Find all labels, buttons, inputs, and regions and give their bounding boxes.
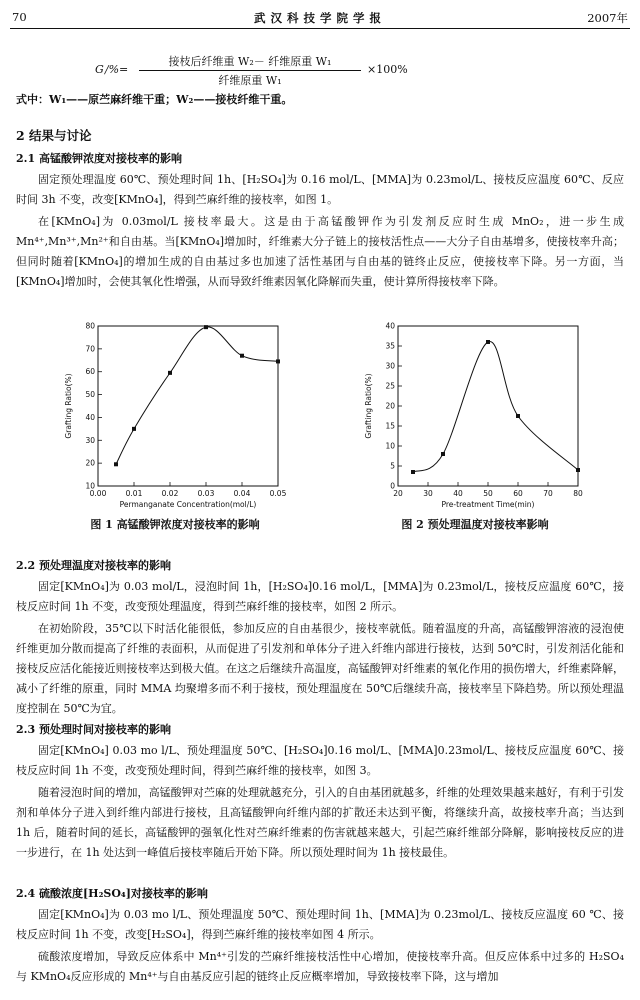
data-point xyxy=(240,354,244,358)
data-point xyxy=(204,325,208,329)
publication-year: 2007年 xyxy=(587,11,628,25)
section-2-2-para-1: 固定[KMnO₄]为 0.03 mol/L，浸泡时间 1h，[H₂SO₄]0.16 mol/L，[MMA]为 0.23mol/L，接枝反应温度 60℃，接枝反应时间 1h 不变，改变预处理温度，得到苎麻纤维的接枝率，如图 2 所示。 xyxy=(16,580,624,613)
y-tick-label: 20 xyxy=(385,401,395,411)
data-point xyxy=(516,414,520,418)
y-tick-label: 25 xyxy=(385,381,395,391)
plot-frame xyxy=(398,326,578,486)
x-tick-label: 0.03 xyxy=(197,489,215,498)
fit-curve xyxy=(116,327,278,464)
formula-lhs: G /%= xyxy=(95,63,129,76)
y-tick-label: 10 xyxy=(85,481,95,491)
data-point xyxy=(276,359,280,363)
formula-tail: ×100% xyxy=(367,63,408,76)
plot-frame xyxy=(98,326,278,486)
x-axis-label: Pre-treatment Time(min) xyxy=(441,500,535,509)
formula-note: 式中：W₁——原苎麻纤维干重；W₂——接枝纤维干重。 xyxy=(16,93,293,106)
data-point xyxy=(576,468,580,472)
x-tick-label: 0.02 xyxy=(161,489,179,498)
data-point xyxy=(411,470,415,474)
y-tick-label: 40 xyxy=(385,321,395,331)
formula-fraction xyxy=(139,53,361,88)
x-tick-label: 50 xyxy=(483,489,493,498)
section-2-2-para-2: 在初始阶段，35℃以下时活化能很低，参加反应的自由基很少，接枝率就低。随着温度的升高，高锰酸钾溶液的浸泡使纤维更加分散而提高了纤维的表面积，从而促进了引发剂和单体分子进入纤维内部进行接枝，达到 50℃时，引发剂活化能和接枝反应活化能接近则接枝率达到极大值。在这之后继续升高温度，高锰酸钾对纤维素的氧化作用的损伤增大，纤维素降解，减小了纤维的原重，同时 MMA 均聚增多而不利于接枝，预处理温度在 50℃后继续升高，接枝率呈下降趋势。所以预处理温度控制在 50℃为宜。 xyxy=(16,622,624,715)
y-tick-label: 50 xyxy=(85,390,95,400)
section-2-3-para-2: 随着浸泡时间的增加，高锰酸钾对苎麻的处理就越充分，引入的自由基团就越多，纤维的处理效果越来越好，有利于引发剂和单体分子进入到纤维内部进行接枝，且高锰酸钾向纤维内部的扩散还未达到平衡，将继续升高，故接枝率升高；当达到 1h 后，随着时间的延长，高锰酸钾的强氧化性对苎麻纤维素的伤害就越来越大，引起苎麻纤维部分降解，影响接枝反应的进一步进行，在 1h 处达到一峰值后接枝率随后开始下降。所以预处理时间为 1h 接枝最佳。 xyxy=(16,786,624,859)
y-tick-label: 80 xyxy=(85,321,95,331)
x-tick-label: 70 xyxy=(543,489,553,498)
page-number: 70 xyxy=(12,10,27,24)
figure-1-caption: 图 1 高锰酸钾浓度对接枝率的影响 xyxy=(90,518,260,531)
section-2-title: 2 结果与讨论 xyxy=(16,128,92,143)
y-tick-label: 15 xyxy=(385,421,395,431)
data-point xyxy=(168,371,172,375)
figure-1-chart xyxy=(60,318,290,514)
x-tick-label: 20 xyxy=(393,489,403,498)
section-2-4-para-2: 硫酸浓度增加，导致反应体系中 Mn⁴⁺引发的苎麻纤维接枝活性中心增加，使接枝率升高。但反应体系中过多的 H₂SO₄与 KMnO₄反应形成的 Mn⁴⁺与自由基反应引起的链终止反应概率增加，导致接枝率下降，这与增加 xyxy=(16,950,624,983)
y-tick-label: 10 xyxy=(385,441,395,451)
formula-numerator: 接枝后纤维重 W₂－ 纤维原重 W₁ xyxy=(139,53,361,71)
x-tick-label: 60 xyxy=(513,489,523,498)
y-tick-label: 30 xyxy=(385,361,395,371)
x-tick-label: 40 xyxy=(453,489,463,498)
y-tick-label: 60 xyxy=(85,367,95,377)
x-tick-label: 0.05 xyxy=(269,489,287,498)
section-2-1-title: 2.1 高锰酸钾浓度对接枝率的影响 xyxy=(16,152,182,165)
y-tick-label: 5 xyxy=(390,461,395,471)
formula-denominator: 纤维原重 W₁ xyxy=(218,74,282,87)
y-tick-label: 30 xyxy=(85,435,95,445)
section-2-3-title: 2.3 预处理时间对接枝率的影响 xyxy=(16,723,171,736)
section-2-1-para-2: 在[KMnO₄]为 0.03mol/L 接枝率最大。这是由于高锰酸钾作为引发剂反应时生成 MnO₂，进一步生成 Mn⁴⁺,Mn³⁺,Mn²⁺和自由基。当[KMnO₄]增加时，纤维素大分子链上的接枝活性点——大分子自由基增多，使接枝率升高；但同时随着[KMnO₄]的增加生成的自由基过多也加速了活性基团与自由基的链终止反应，使接枝率下降。另一方面，当[KMnO₄]增加时，会使其氧化性增强，从而导致纤维素因氧化降解而失重，使计算所得接枝率下降。 xyxy=(16,215,624,288)
y-tick-label: 20 xyxy=(85,458,95,468)
x-axis-label: Permanganate Concentration(mol/L) xyxy=(119,500,257,509)
y-tick-label: 40 xyxy=(85,412,95,422)
x-tick-label: 80 xyxy=(573,489,583,498)
section-2-2-title: 2.2 预处理温度对接枝率的影响 xyxy=(16,559,171,572)
figure-2-caption: 图 2 预处理温度对接枝率影响 xyxy=(401,518,549,531)
section-2-4-title: 2.4 硫酸浓度[H₂SO₄]对接枝率的影响 xyxy=(16,887,208,900)
journal-title: 武汉科技学院学报 xyxy=(254,11,386,25)
y-tick-label: 70 xyxy=(85,344,95,354)
y-tick-label: 35 xyxy=(385,341,395,351)
x-tick-label: 0.00 xyxy=(89,489,107,498)
y-axis-label: Grafting Ratio(%) xyxy=(364,373,373,439)
section-2-4-para-1: 固定[KMnO₄]为 0.03 mo l/L、预处理温度 50℃、预处理时间 1h、[MMA]为 0.23mol/L、接枝反应温度 60 ℃、接枝反应时间 1h 不变，改变[H₂SO₄]，得到苎麻纤维的接枝率如图 4 所示。 xyxy=(16,908,624,941)
grafting-formula xyxy=(95,53,415,87)
figure-2-chart xyxy=(360,318,590,514)
running-header xyxy=(10,8,630,29)
data-point xyxy=(132,427,136,431)
fit-curve xyxy=(413,342,578,472)
data-point xyxy=(114,462,118,466)
section-2-3-para-1: 固定[KMnO₄] 0.03 mo l/L、预处理温度 50℃、[H₂SO₄]0.16 mol/L、[MMA]0.23mol/L、接枝反应温度 60℃、接枝反应时间 1h 不变，改变预处理时间，得到苎麻纤维的接枝率，如图 3。 xyxy=(16,744,624,777)
y-axis-label: Grafting Ratio(%) xyxy=(64,373,73,439)
x-tick-label: 30 xyxy=(423,489,433,498)
section-2-1-para-1: 固定预处理温度 60℃、预处理时间 1h、[H₂SO₄]为 0.16 mol/L、[MMA]为 0.23mol/L、接枝反应温度 60℃、反应时间 3h 不变，改变[KMnO₄]，得到苎麻纤维的接枝率，如图 1。 xyxy=(16,173,624,206)
x-tick-label: 0.04 xyxy=(233,489,251,498)
x-tick-label: 0.01 xyxy=(125,489,143,498)
data-point xyxy=(441,452,445,456)
y-tick-label: 0 xyxy=(390,481,395,491)
data-point xyxy=(486,340,490,344)
